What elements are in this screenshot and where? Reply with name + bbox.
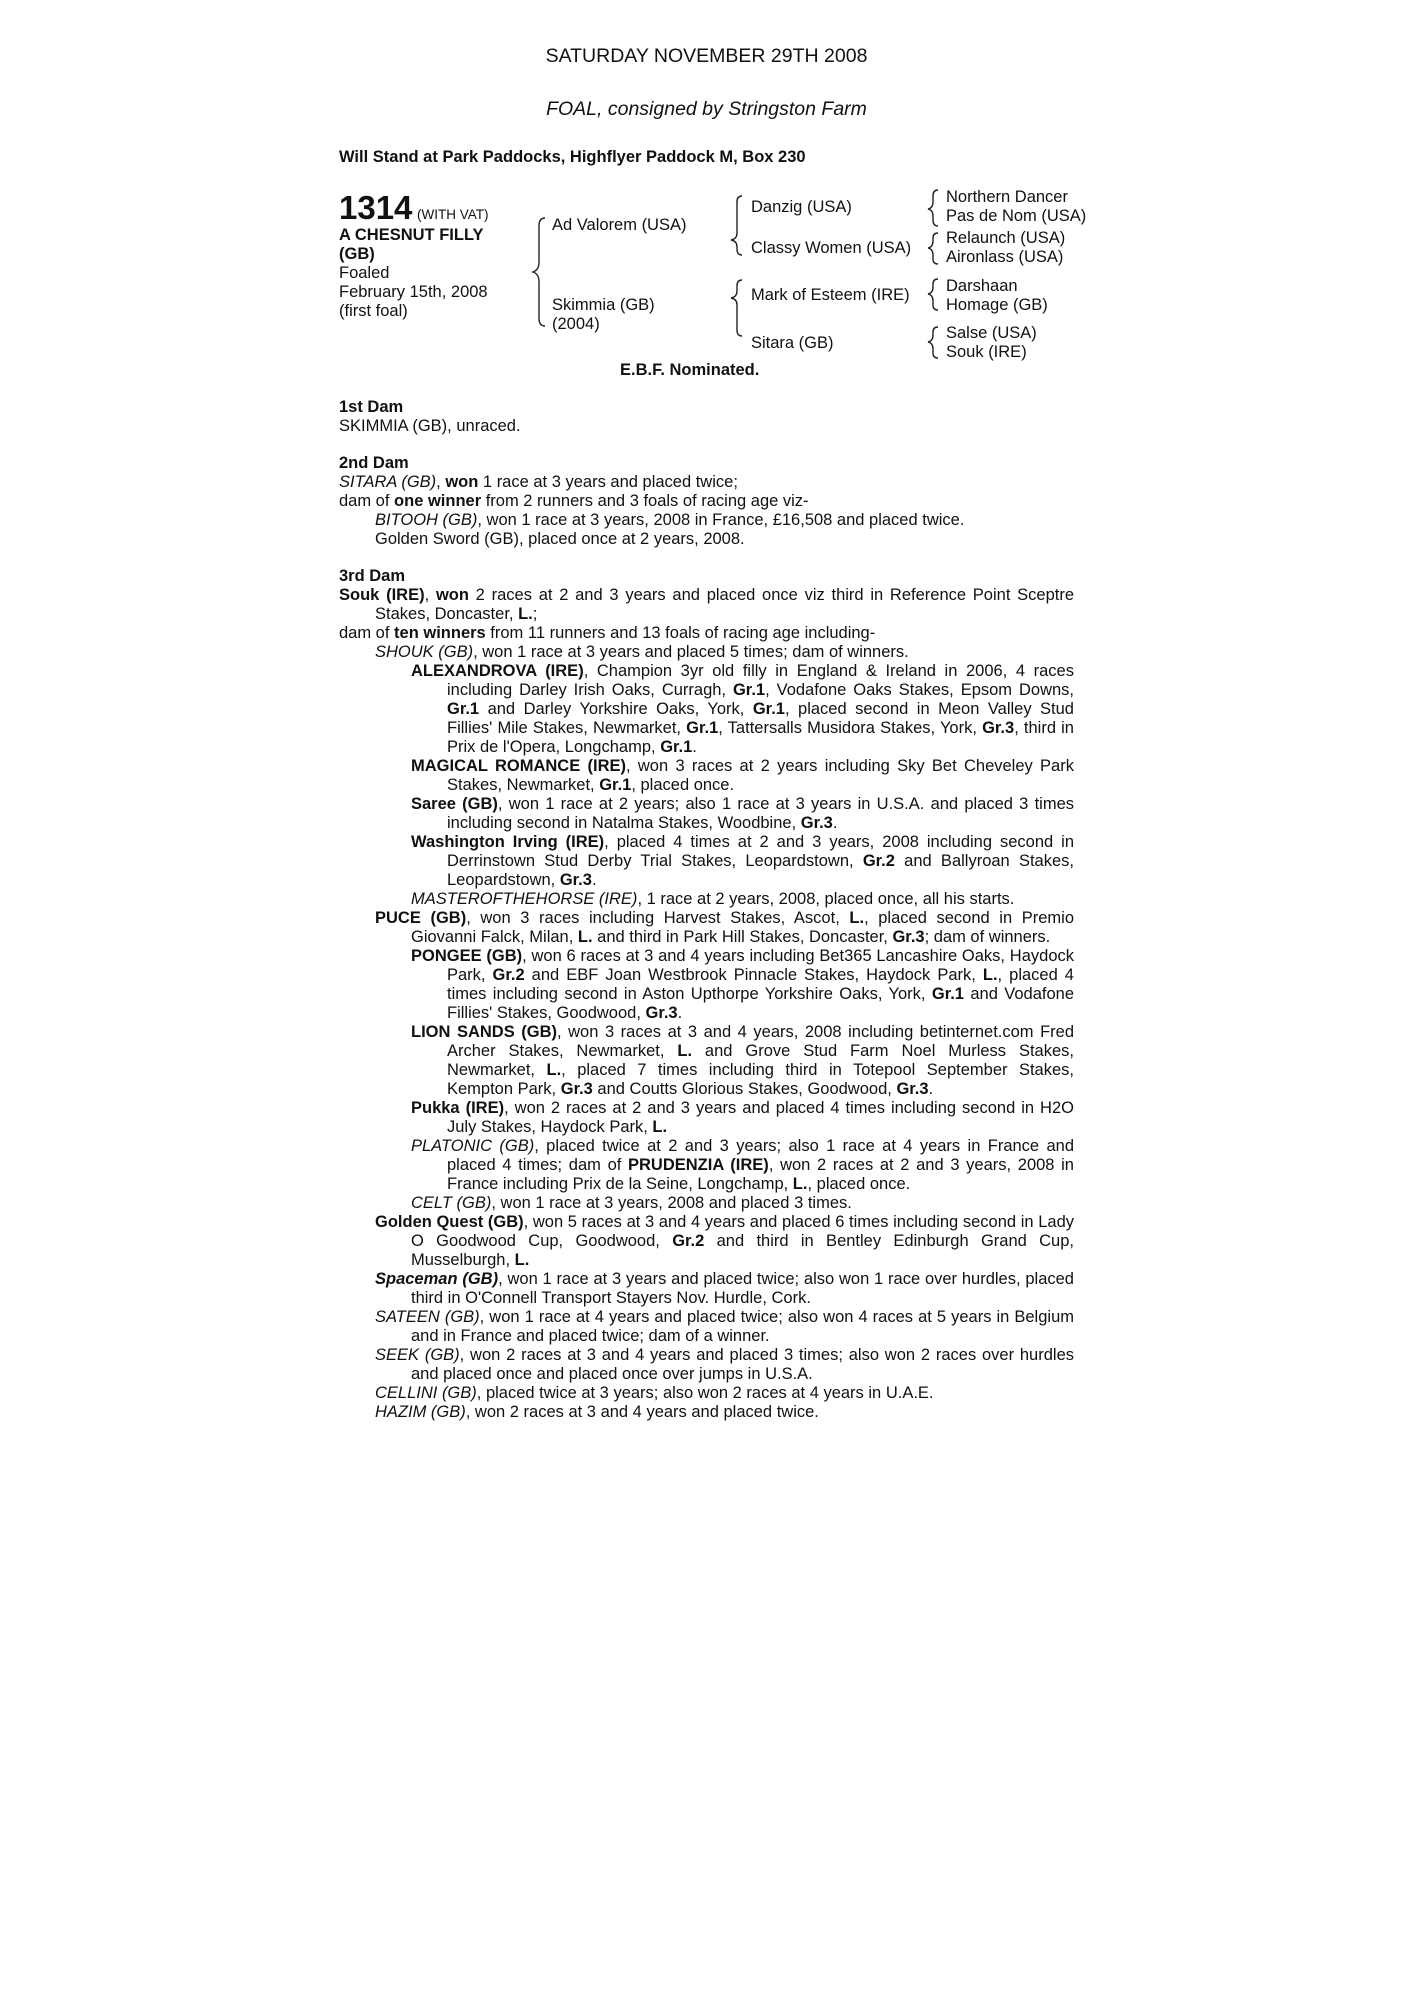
dam3-damof: dam of ten winners from 11 runners and 13 foals of racing age including- (339, 624, 876, 642)
produce-pukka: Pukka (IRE), won 2 races at 2 and 3 years and placed 4 times including second in H2O July Stakes, Haydock Park, L. (411, 1099, 1074, 1136)
produce-pongee: PONGEE (GB), won 6 races at 3 and 4 years including Bet365 Lancashire Oaks, Haydock Park, Gr.2 and EBF Joan Westbrook Pinnacle Stakes, Haydock Park, L., placed 4 times including second in Aston Upthorpe Yorkshire Oaks, York, Gr.1 and Vodafone Fillies' Stakes, Goodwood, Gr.3. (411, 947, 1074, 1022)
dam2-line1: SITARA (GB), won 1 race at 3 years and placed twice; (339, 473, 738, 491)
pedigree-g8: Souk (IRE) (946, 343, 1027, 361)
lot-number: 1314 (339, 189, 413, 226)
catalogue-body (339, 398, 1074, 1422)
produce-seek: SEEK (GB), won 2 races at 3 and 4 years and placed 3 times; also won 2 races over hurdles and placed once and placed once over jumps in U.S.A. (375, 1346, 1074, 1383)
produce-masterofthehorse: MASTEROFTHEHORSE (IRE), 1 race at 2 years, 2008, placed once, all his starts. (411, 890, 1015, 908)
produce-saree: Saree (GB), won 1 race at 2 years; also 1 race at 3 years in U.S.A. and placed 3 times including second in Natalma Stakes, Woodbine, Gr.3. (411, 795, 1074, 832)
pedigree-dam: Skimmia (GB) (552, 296, 655, 314)
produce-cellini: CELLINI (GB), placed twice at 3 years; also won 2 races at 4 years in U.A.E. (375, 1384, 934, 1402)
pedigree-braces (0, 0, 1413, 380)
dam1-heading: 1st Dam (339, 398, 404, 416)
pedigree-g6: Homage (GB) (946, 296, 1048, 314)
dam3-souk: Souk (IRE), won 2 races at 2 and 3 years and placed once viz third in Reference Point Sceptre Stakes, Doncaster, L.; (339, 586, 1075, 623)
pedigree-g1: Northern Dancer (946, 188, 1068, 206)
pedigree-dam-year: (2004) (552, 315, 600, 333)
foaled-date: February 15th, 2008 (339, 283, 488, 301)
vat-note: (WITH VAT) (417, 207, 489, 222)
consignor-line: FOAL, consigned by Stringston Farm (546, 98, 867, 120)
dam1-text: SKIMMIA (GB), unraced. (339, 417, 521, 435)
sale-date: SATURDAY NOVEMBER 29TH 2008 (545, 45, 868, 67)
dam2-produce-1: BITOOH (GB), won 1 race at 3 years, 2008 in France, £16,508 and placed twice. (375, 511, 965, 529)
produce-golden-quest: Golden Quest (GB), won 5 races at 3 and 4 years and placed 6 times including second in Lady O Goodwood Cup, Goodwood, Gr.2 and third in Bentley Edinburgh Grand Cup, Musselburgh, L. (375, 1213, 1074, 1269)
pedigree-g2: Pas de Nom (USA) (946, 207, 1087, 225)
foal-note: (first foal) (339, 302, 408, 320)
ebf-nominated: E.B.F. Nominated. (620, 361, 760, 379)
pedigree-g5: Darshaan (946, 277, 1018, 295)
foaled-label: Foaled (339, 264, 390, 282)
lot-title-line2: (GB) (339, 245, 375, 263)
pedigree-sire-dam: Classy Women (USA) (751, 239, 912, 257)
produce-hazim: HAZIM (GB), won 2 races at 3 and 4 years and placed twice. (375, 1403, 819, 1421)
pedigree-dam-sire: Mark of Esteem (IRE) (751, 286, 910, 304)
produce-platonic: PLATONIC (GB), placed twice at 2 and 3 years; also 1 race at 4 years in France and placed 4 times; dam of PRUDENZIA (IRE), won 2 races at 2 and 3 years, 2008 in France including Prix de la Seine, Longchamp, L., placed once. (411, 1137, 1074, 1193)
produce-celt: CELT (GB), won 1 race at 3 years, 2008 and placed 3 times. (411, 1194, 852, 1212)
produce-alexandrova: ALEXANDROVA (IRE), Champion 3yr old filly in England & Ireland in 2006, 4 races including Darley Irish Oaks, Curragh, Gr.1, Vodafone Oaks Stakes, Epsom Downs, Gr.1 and Darley Yorkshire Oaks, York, Gr.1, placed second in Meon Valley Stud Fillies' Mile Stakes, Newmarket, Gr.1, Tattersalls Musidora Stakes, York, Gr.3, third in Prix de l'Opera, Longchamp, Gr.1. (411, 662, 1074, 756)
pedigree-g4: Aironlass (USA) (946, 248, 1064, 266)
produce-magical-romance: MAGICAL ROMANCE (IRE), won 3 races at 2 years including Sky Bet Cheveley Park Stakes, Newmarket, Gr.1, placed once. (411, 757, 1074, 794)
produce-puce: PUCE (GB), won 3 races including Harvest Stakes, Ascot, L., placed second in Premio Giovanni Falck, Milan, L. and third in Park Hill Stakes, Doncaster, Gr.3; dam of winners. (375, 909, 1075, 946)
pedigree-g3: Relaunch (USA) (946, 229, 1066, 247)
dam2-line2: dam of one winner from 2 runners and 3 foals of racing age viz- (339, 492, 809, 510)
produce-sateen: SATEEN (GB), won 1 race at 4 years and placed twice; also won 4 races at 5 years in Belgium and in France and placed twice; dam of a winner. (375, 1308, 1074, 1345)
pedigree-dam-dam: Sitara (GB) (751, 334, 834, 352)
produce-lion-sands: LION SANDS (GB), won 3 races at 3 and 4 years, 2008 including betinternet.com Fred Archer Stakes, Newmarket, L. and Grove Stud Farm Noel Murless Stakes, Newmarket, L., placed 7 times including third in Totepool September Stakes, Kempton Park, Gr.3 and Coutts Glorious Stakes, Goodwood, Gr.3. (411, 1023, 1074, 1098)
stand-location: Will Stand at Park Paddocks, Highflyer Paddock M, Box 230 (339, 148, 806, 166)
produce-shouk: SHOUK (GB), won 1 race at 3 years and placed 5 times; dam of winners. (375, 643, 909, 661)
dam2-heading: 2nd Dam (339, 454, 409, 472)
pedigree-g7: Salse (USA) (946, 324, 1037, 342)
pedigree-sire-sire: Danzig (USA) (751, 198, 852, 216)
lot-title-line1: A CHESNUT FILLY (339, 226, 484, 244)
dam2-produce-2: Golden Sword (GB), placed once at 2 years, 2008. (375, 530, 745, 548)
dam3-heading: 3rd Dam (339, 567, 406, 585)
pedigree-sire: Ad Valorem (USA) (552, 216, 687, 234)
produce-spaceman: Spaceman (GB), won 1 race at 3 years and placed twice; also won 1 race over hurdles, placed third in O'Connell Transport Stayers Nov. Hurdle, Cork. (375, 1270, 1074, 1307)
produce-washington-irving: Washington Irving (IRE), placed 4 times at 2 and 3 years, 2008 including second in Derrinstown Stud Derby Trial Stakes, Leopardstown, Gr.2 and Ballyroan Stakes, Leopardstown, Gr.3. (411, 833, 1074, 889)
